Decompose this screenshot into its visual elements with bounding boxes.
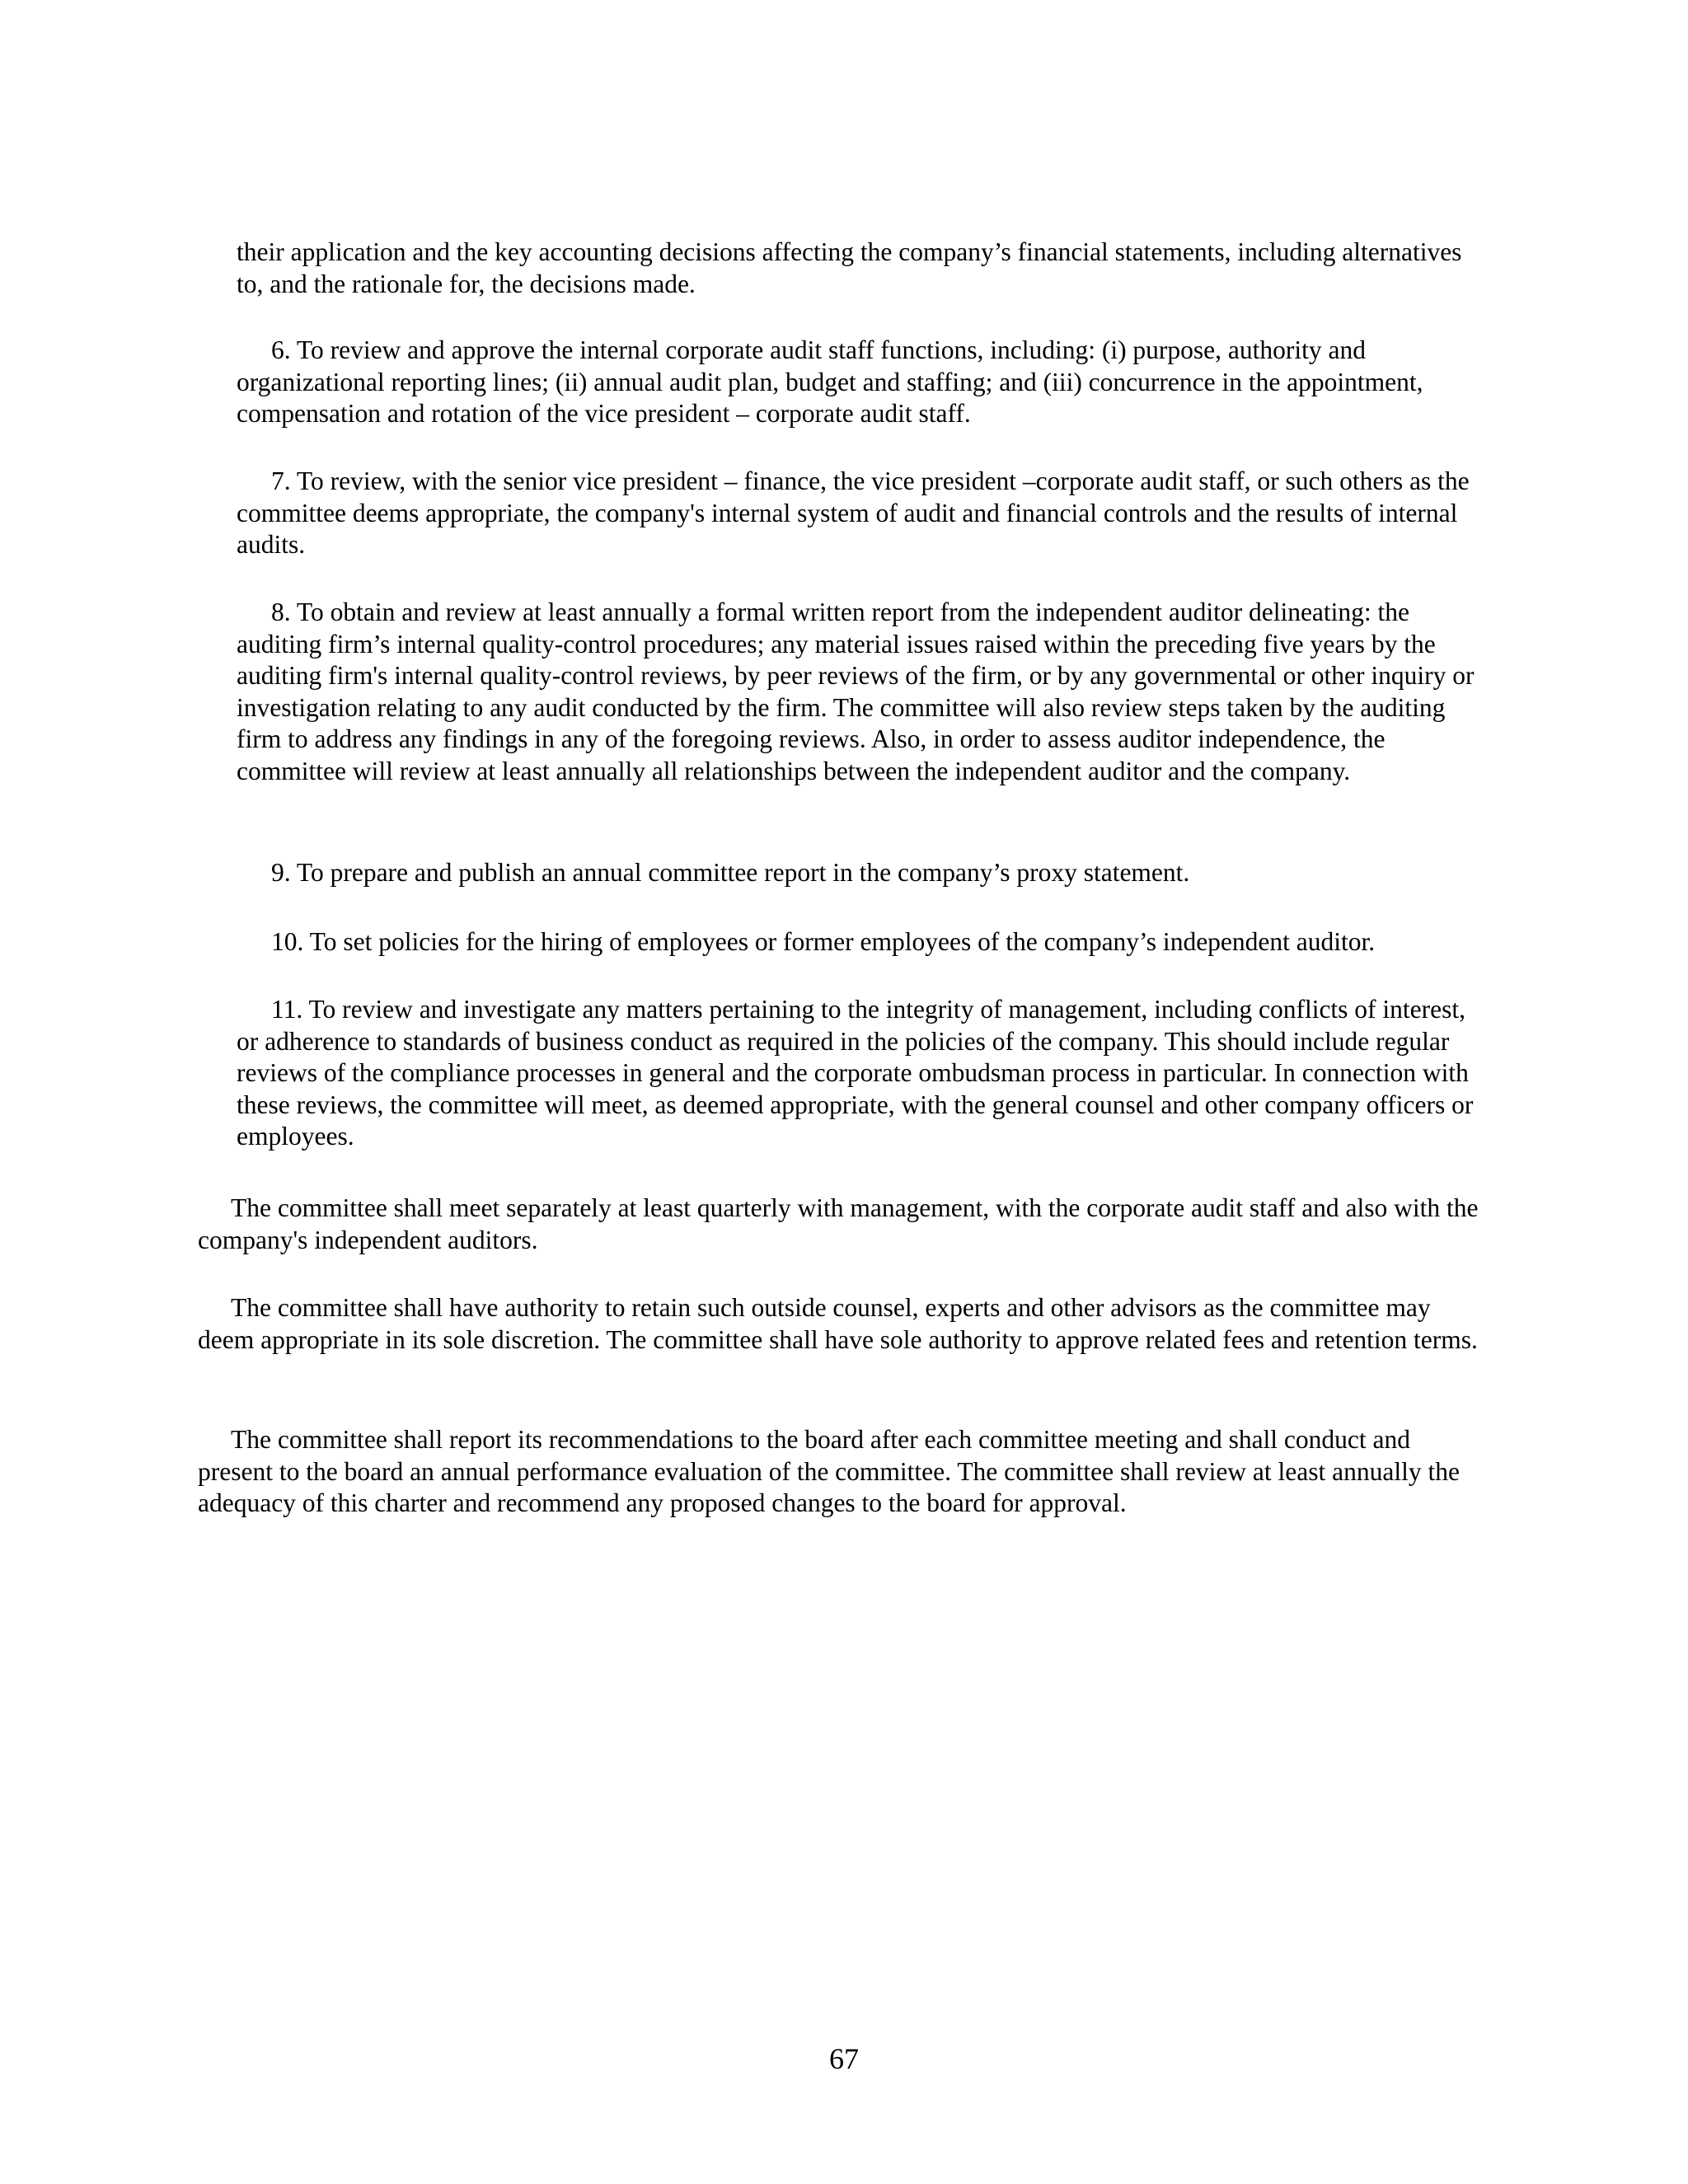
paragraph-item-9: 9. To prepare and publish an annual committee report in the company’s proxy statement. (271, 858, 1190, 887)
paragraph-recommendations: The committee shall report its recommendations to the board after each committee meeting and shall conduct and present to the board an annual performance evaluation of the committee. The committee shall review at least annually the adequacy of this charter and recommend any proposed changes to the board for approval. (198, 1425, 1460, 1517)
paragraph-item-8: 8. To obtain and review at least annually a formal written report from the independent auditor delineating: the auditing firm’s internal quality-control procedures; any material issues raised within the preceding five years by the auditing firm's internal quality-control reviews, by peer reviews of the firm, or by any governmental or other inquiry or investigation relating to any audit conducted by the firm. The committee will also review steps taken by the auditing firm to address any findings in any of the foregoing reviews. Also, in order to assess auditor independence, the committee will review at least annually all relationships between the independent auditor and the company. (237, 598, 1475, 785)
paragraph-item-6: 6. To review and approve the internal corporate audit staff functions, including: (i) purpose, authority and organizational reporting lines; (ii) annual audit plan, budget and staffing; and (iii) concurrence in the appointment, compensation and rotation of the vice president – corporate audit staff. (237, 335, 1423, 428)
paragraph-item-10: 10. To set policies for the hiring of employees or former employees of the company’s independent auditor. (271, 927, 1376, 956)
page-number: 67 (829, 2042, 859, 2075)
paragraph-item-7: 7. To review, with the senior vice president – finance, the vice president –corporate audit staff, or such others as the committee deems appropriate, the company's internal system of audit and financial controls and the results of internal audits. (237, 466, 1470, 559)
paragraph-continuation: their application and the key accounting decisions affecting the company’s financial statements, including alternatives to, and the rationale for, the decisions made. (237, 237, 1462, 298)
paragraph-item-11: 11. To review and investigate any matters pertaining to the integrity of management, including conflicts of interest, or adherence to standards of business conduct as required in the policies of the company. This should include regular reviews of the compliance processes in general and the corporate ombudsman process in particular. In connection with these reviews, the committee will meet, as deemed appropriate, with the general counsel and other company officers or employees. (237, 995, 1474, 1151)
paragraph-authority: The committee shall have authority to retain such outside counsel, experts and other advisors as the committee may deem appropriate in its sole discretion. The committee shall have sole authority to approve related fees and retention terms. (198, 1293, 1478, 1354)
paragraph-meetings: The committee shall meet separately at least quarterly with management, with the corporate audit staff and also with the company's independent auditors. (198, 1193, 1479, 1254)
